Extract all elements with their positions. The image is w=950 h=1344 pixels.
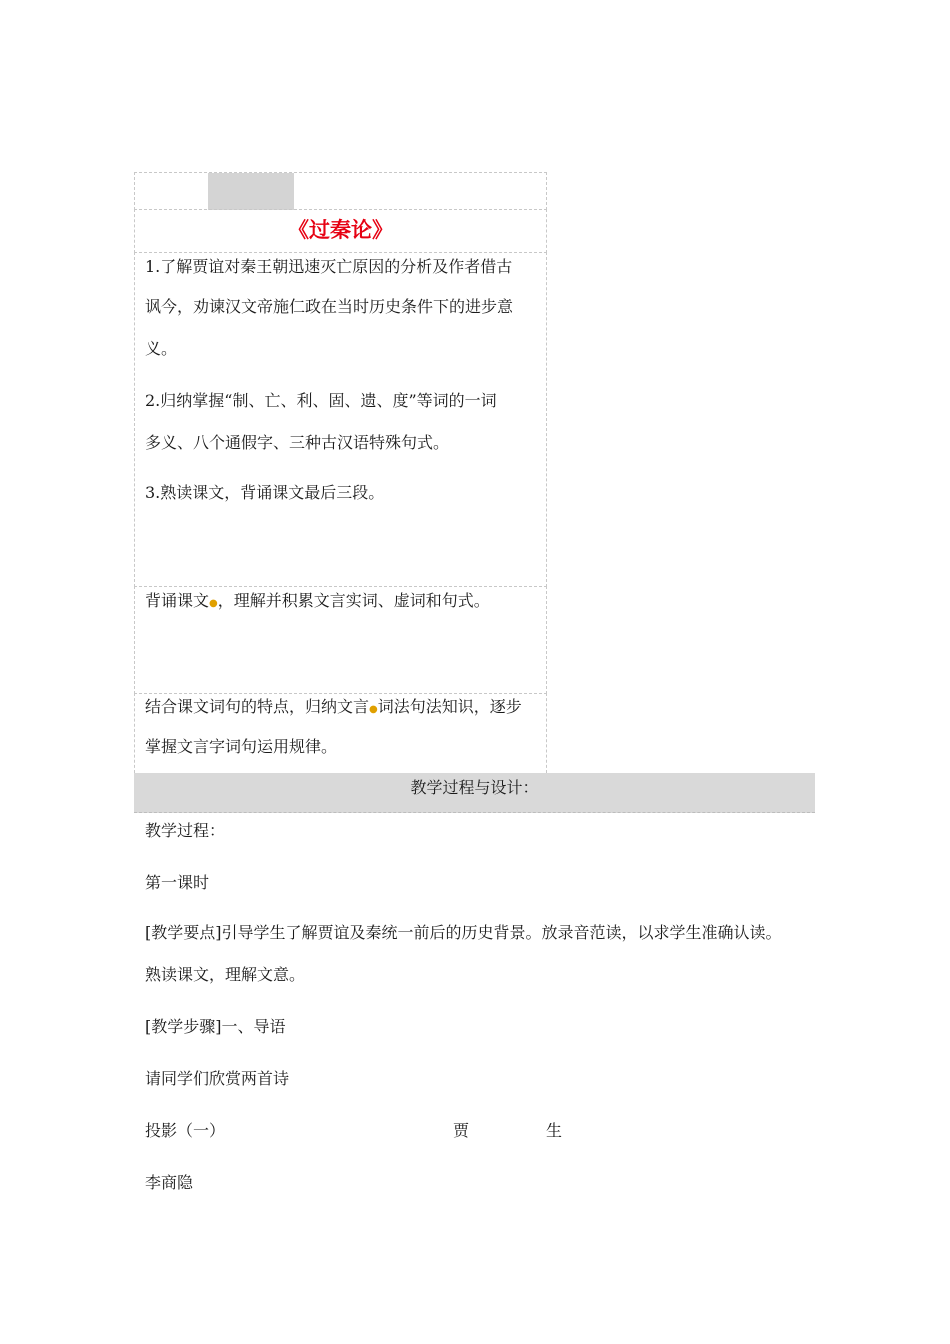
objective-1-line-2: 讽今，劝谏汉文帝施仁政在当时历史条件下的进步意	[145, 297, 514, 316]
projection-label: 投影（一）	[145, 1121, 226, 1140]
key-points-part-1: 背诵课文	[145, 591, 210, 610]
info-table	[134, 172, 547, 772]
objective-2-line-1: 2.归纳掌握“制、亡、利、固、遗、度”等词的一词	[145, 391, 497, 410]
difficulties-part-1: 结合课文词句的特点，归纳文言	[145, 697, 370, 716]
objective-2-line-2: 多义、八个通假字、三种古汉语特殊句式。	[145, 433, 450, 452]
poem-author: 李商隐	[145, 1173, 194, 1192]
key-points-text	[145, 580, 540, 625]
focus-line-2: 熟读课文，理解文意。	[145, 965, 306, 984]
objective-1-line-1: 1.了解贾谊对秦王朝迅速灭亡原因的分析及作者借古	[145, 257, 513, 276]
header-shaded-cell	[208, 173, 294, 210]
lesson-heading: 第一课时	[145, 873, 210, 892]
poem-title-char-2: 生	[546, 1121, 563, 1140]
poem-title-char-1: 贾	[453, 1121, 470, 1140]
document-title: 《过秦论》	[288, 218, 393, 242]
section-band: 教学过程与设计：	[134, 773, 815, 813]
marker-dot: ●	[369, 704, 378, 715]
objective-3: 3.熟读课文，背诵课文最后三段。	[145, 483, 385, 502]
key-points-part-2: ，理解并积累文言实词、虚词和句式。	[217, 591, 490, 610]
steps-heading: [教学步骤]一、导语	[145, 1017, 286, 1036]
invite-text: 请同学们欣赏两首诗	[145, 1069, 290, 1088]
process-heading: 教学过程：	[145, 821, 226, 840]
difficulties-line-2: 掌握文言字词句运用规律。	[145, 737, 338, 756]
difficulties-part-2: 词法句法知识，逐步	[377, 697, 522, 716]
focus-line-1: [教学要点]引导学生了解贾谊及秦统一前后的历史背景。放录音范读，以求学生准确认读。	[145, 923, 782, 942]
difficulties-line-1	[145, 686, 540, 731]
table-header-row	[134, 172, 547, 210]
marker-dot: ●	[209, 598, 218, 609]
objective-1-line-3: 义。	[145, 339, 178, 358]
